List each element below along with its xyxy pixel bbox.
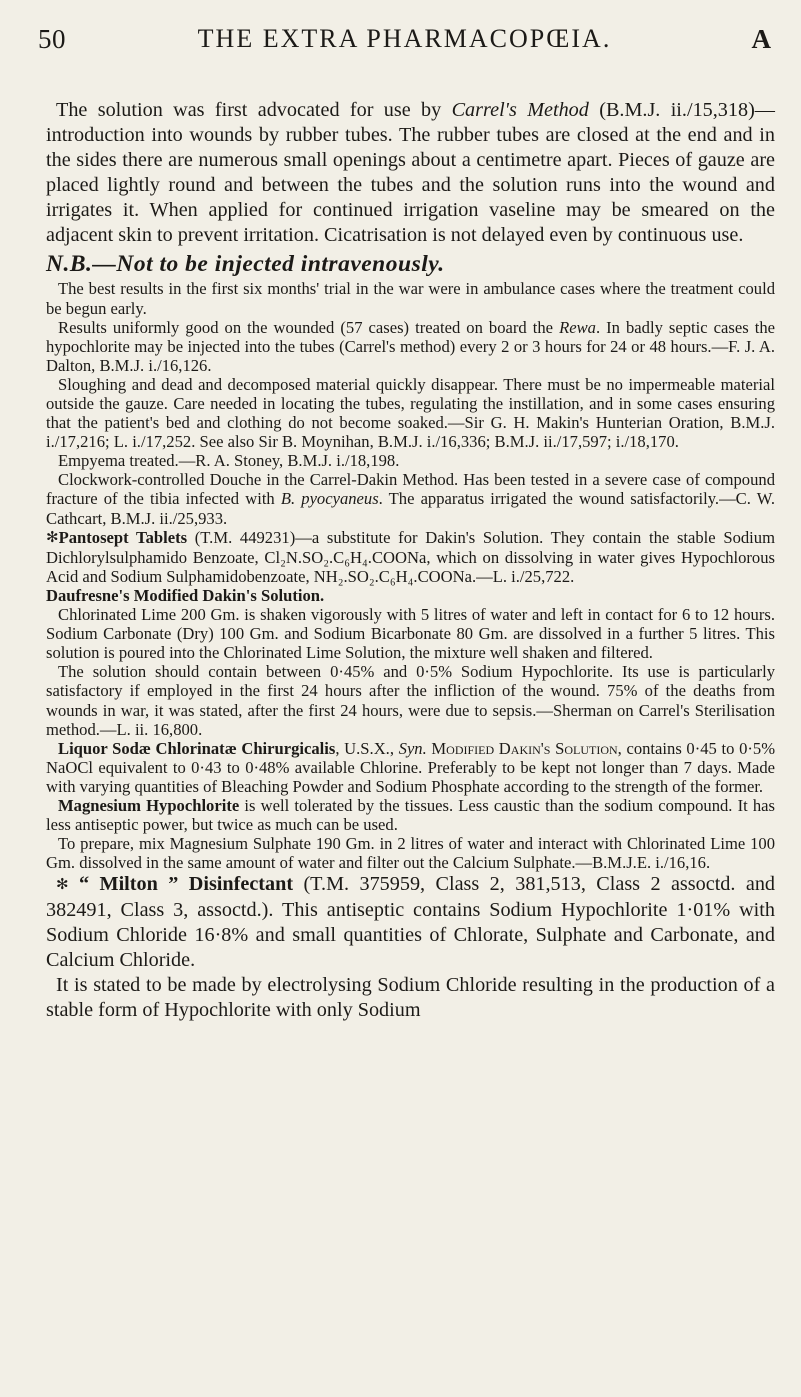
entry-term: Pantosept Tablets [58,527,188,547]
entry-liquor-sodae [46,739,775,796]
paragraph-rewa-results [46,318,775,375]
paragraph-clockwork-douche [46,470,775,527]
entry-text: (T.M. 375959, Class 2, 381,513, Class 2 assoctd. and 382491, Class 3, assoctd.). This antiseptic contains Sodium Hypochlorite 1·01% with Sodium Chloride 16·8% and small quantities of Chlorate, Sulphate and Carbonate, and Calcium Chloride. [46,873,776,972]
entry-term: Liquor Sodæ Chlorinatæ Chirurgicalis [58,738,336,758]
warning-not-intravenous: N.B.—Not to be injected intravenously. [46,251,445,278]
emphasis-carrel-method: Carrel's Method [451,99,589,121]
text-run: Clockwork-controlled Douche in the Carrel-Dakin Method. Has been tested in a severe case of compound fracture of the tibia infected with [46,470,775,509]
text-run: Results uniformly good on the wounded (57 cases) treated on board the [58,317,560,337]
text-run: , contains 0·45 to 0·5% NaOCl equivalent to 0·43 to 0·48% available Chlorine. Preferably to be kept not longer than 7 days. Made with varying quantities of Bleaching Powder and Sodium Phosphate according to the strength of the former. [46,738,776,796]
paragraph-magnesium-preparation: To prepare, mix Magnesium Sulphate 190 Gm. in 2 litres of water and interact with Chlorinated Lime 100 Gm. dissolved in the same amount of water and filter out the Calcium Sulphate.—B.M.J.E. i./16,16. [46,834,775,873]
text-run: The solution was first advocated for use by [56,99,452,121]
paragraph-daufresne-preparation: Chlorinated Lime 200 Gm. is shaken vigorously with 5 litres of water and left in contact for 6 to 12 hours. Sodium Carbonate (Dry) 100 Gm. and Sodium Bicarbonate 80 Gm. are dissolved in a further 5 litres. This solution is poured into the Chlorinated Lime Solution, the mixture well shaken and filtered. [46,605,775,663]
text-run: (B.M.J. ii./15,318)—introduction into wounds by rubber tubes. The rubber tubes are closed at the end and in the sides there are numerous small openings about a centimetre apart. Pieces of gauze are placed lightly round and between the tubes and the solution runs into the wound and irrigates it. When applied for continued irrigation vaseline may be smeared on the adjacent skin to prevent irritation. Cicatrisation is not delayed even by continuous use. [46,99,775,246]
paragraph-electrolysis: It is stated to be made by electrolysing Sodium Chloride resulting in the production of a stable form of Hypochlorite with only Sodium [46,973,775,1021]
entry-term: Daufresne's Modified Dakin's Solution. [46,585,325,605]
section-letter: A [751,24,771,54]
paragraph-hypochlorite-content: The solution should contain between 0·45% and 0·5% Sodium Hypochlorite. Its use is particularly satisfactory if employed in the first 24 hours after the infliction of the wound. 75% of the deaths from wounds in war, it was stated, after the first 24 hours, were due to sepsis.—Sherman on Carrel's Sterilisation method.—L. ii. 16,800. [46,662,775,739]
text-run: , U.S.X., [335,738,399,758]
entry-daufresne-solution [46,586,775,605]
paragraph-sloughing: Sloughing and dead and decomposed material quickly disappear. There must be no impermeable material outside the gauze. Care needed in locating the tubes, regulating the instillation, and in some cases ensuring that the patient's bed and clothing do not become soaked.—Sir G. H. Makin's Hunterian Oration, B.M.J. i./17,216; L. i./17,252. See also Sir B. Moynihan, B.M.J. i./16,336; B.M.J. ii./17,597; i./18,170. [46,374,775,452]
page-body [46,98,775,1023]
entry-magnesium-hypochlorite [46,796,775,834]
paragraph-empyema: Empyema treated.—R. A. Stoney, B.M.J. i./18,198. [58,451,400,471]
page-number: 50 [38,24,66,54]
page-header [38,24,771,64]
entry-term: Magnesium Hypochlorite [58,795,240,815]
synonym-label: Syn. [398,738,427,758]
text-run: . In badly septic cases the hypochlorite may be injected into the tubes (Carrel's method) every 2 or 3 hours for 24 or 48 hours.—F. J. A. Dalton, B.M.J. i./16,126. [46,317,775,375]
entry-term: “ Milton ” Disinfectant [79,873,294,896]
entry-pantosept-tablets [46,528,775,586]
synonym-name: Modified Dakin's Solution [426,738,618,758]
emphasis-organism: B. pyocyaneus [280,489,379,509]
asterisk-icon: ✻ [56,877,69,894]
paragraph-best-results: The best results in the first six months' trial in the war were in ambulance cases where the treatment could be begun early. [46,279,775,318]
running-title: THE EXTRA PHARMACOPŒIA. [197,24,612,53]
entry-text: is well tolerated by the tissues. Less caustic than the sodium compound. It has less antiseptic power, but twice as much can be used. [46,795,776,835]
text-run: . The apparatus irrigated the wound satisfactorily.—C. W. Cathcart, B.M.J. ii./25,933. [46,489,775,528]
paragraph-carrel-method [46,98,775,247]
entry-text: (T.M. 449231)—a substitute for Dakin's Solution. They contain the stable Sodium Dichlorylsulphamido Benzoate, Cl₂N.SO₂.C₆H₄.COONa, which on dissolving in water gives Hypochlorous Acid and Sodium Sulphamidobenzoate, NH₂.SO₂.C₆H₄.COONa.—L. i./25,722. [46,527,775,586]
emphasis-rewa: Rewa [559,317,596,337]
entry-milton-disinfectant [46,872,775,973]
asterisk-icon: ✻ [46,529,59,546]
